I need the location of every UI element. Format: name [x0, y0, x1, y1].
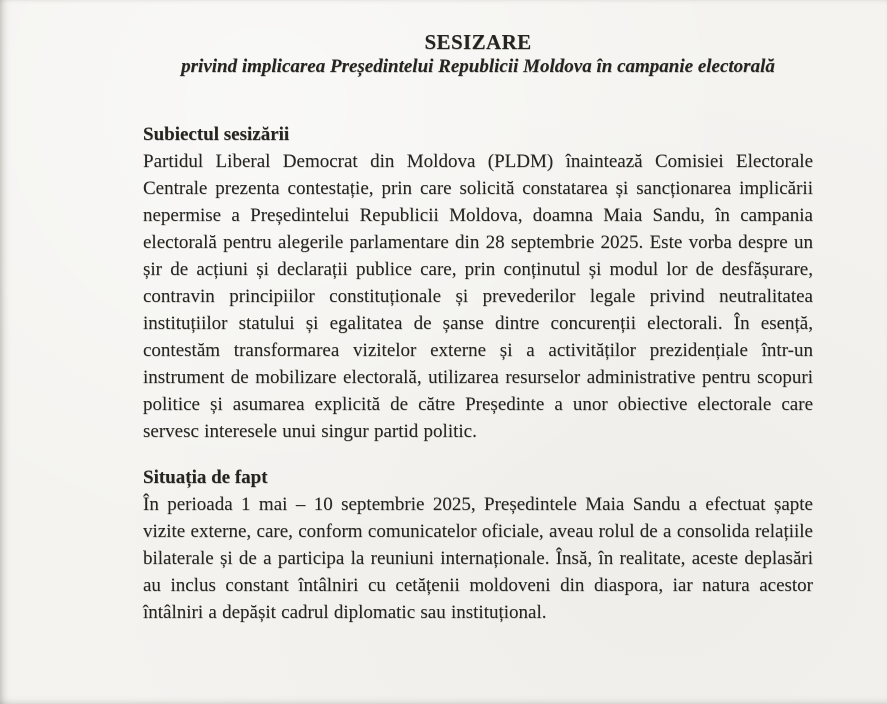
section-body-situatia-de-fapt: În perioada 1 mai – 10 septembrie 2025, Președintele Maia Sandu a efectuat șapte vizite externe, care, conform comunicatelor oficiale, aveau rolul de a consolida relațiile bilaterale și de a participa la reuniuni internaționale. Însă, în realitate, aceste deplasări au inclus constant întâlniri cu cetățenii moldoveni din diaspora, iar natura acestor întâlniri a depășit cadrul diplomatic sau instituțional.	[143, 494, 813, 623]
document-subtitle: privind implicarea Președintelui Republicii Moldova în campanie electorală	[181, 56, 775, 77]
section-body-subiectul-sesizarii: Partidul Liberal Democrat din Moldova (PLDM) înaintează Comisiei Electorale Centrale prezenta contestație, prin care solicită constatarea și sancționarea implicării nepermise a Președintelui Republicii Moldova, doamna Maia Sandu, în campania electorală pentru alegerile parlamentare din 28 septembrie 2025. Este vorba despre un șir de acțiuni și declarații publice care, prin conținutul și modul lor de desfășurare, contravin principiilor constituționale și prevederilor legale privind neutralitatea instituțiilor statului și egalitatea de șanse dintre concurenții electorali. În esență, contestăm transformarea vizitelor externe și a activităților prezidențiale într-un instrument de mobilizare electorală, utilizarea resurselor administrative pentru scopuri politice și asumarea explicită de către Președinte a unor obiective electorale care servesc interesele unui singur partid politic.	[143, 151, 813, 442]
section-situatia-de-fapt	[143, 464, 813, 626]
document-title: SESIZARE	[424, 30, 532, 54]
section-heading-subiectul-sesizarii: Subiectul sesizării	[143, 124, 290, 145]
section-heading-situatia-de-fapt: Situația de fapt	[143, 467, 268, 488]
document-content	[143, 30, 813, 626]
section-subiectul-sesizarii	[143, 121, 813, 445]
